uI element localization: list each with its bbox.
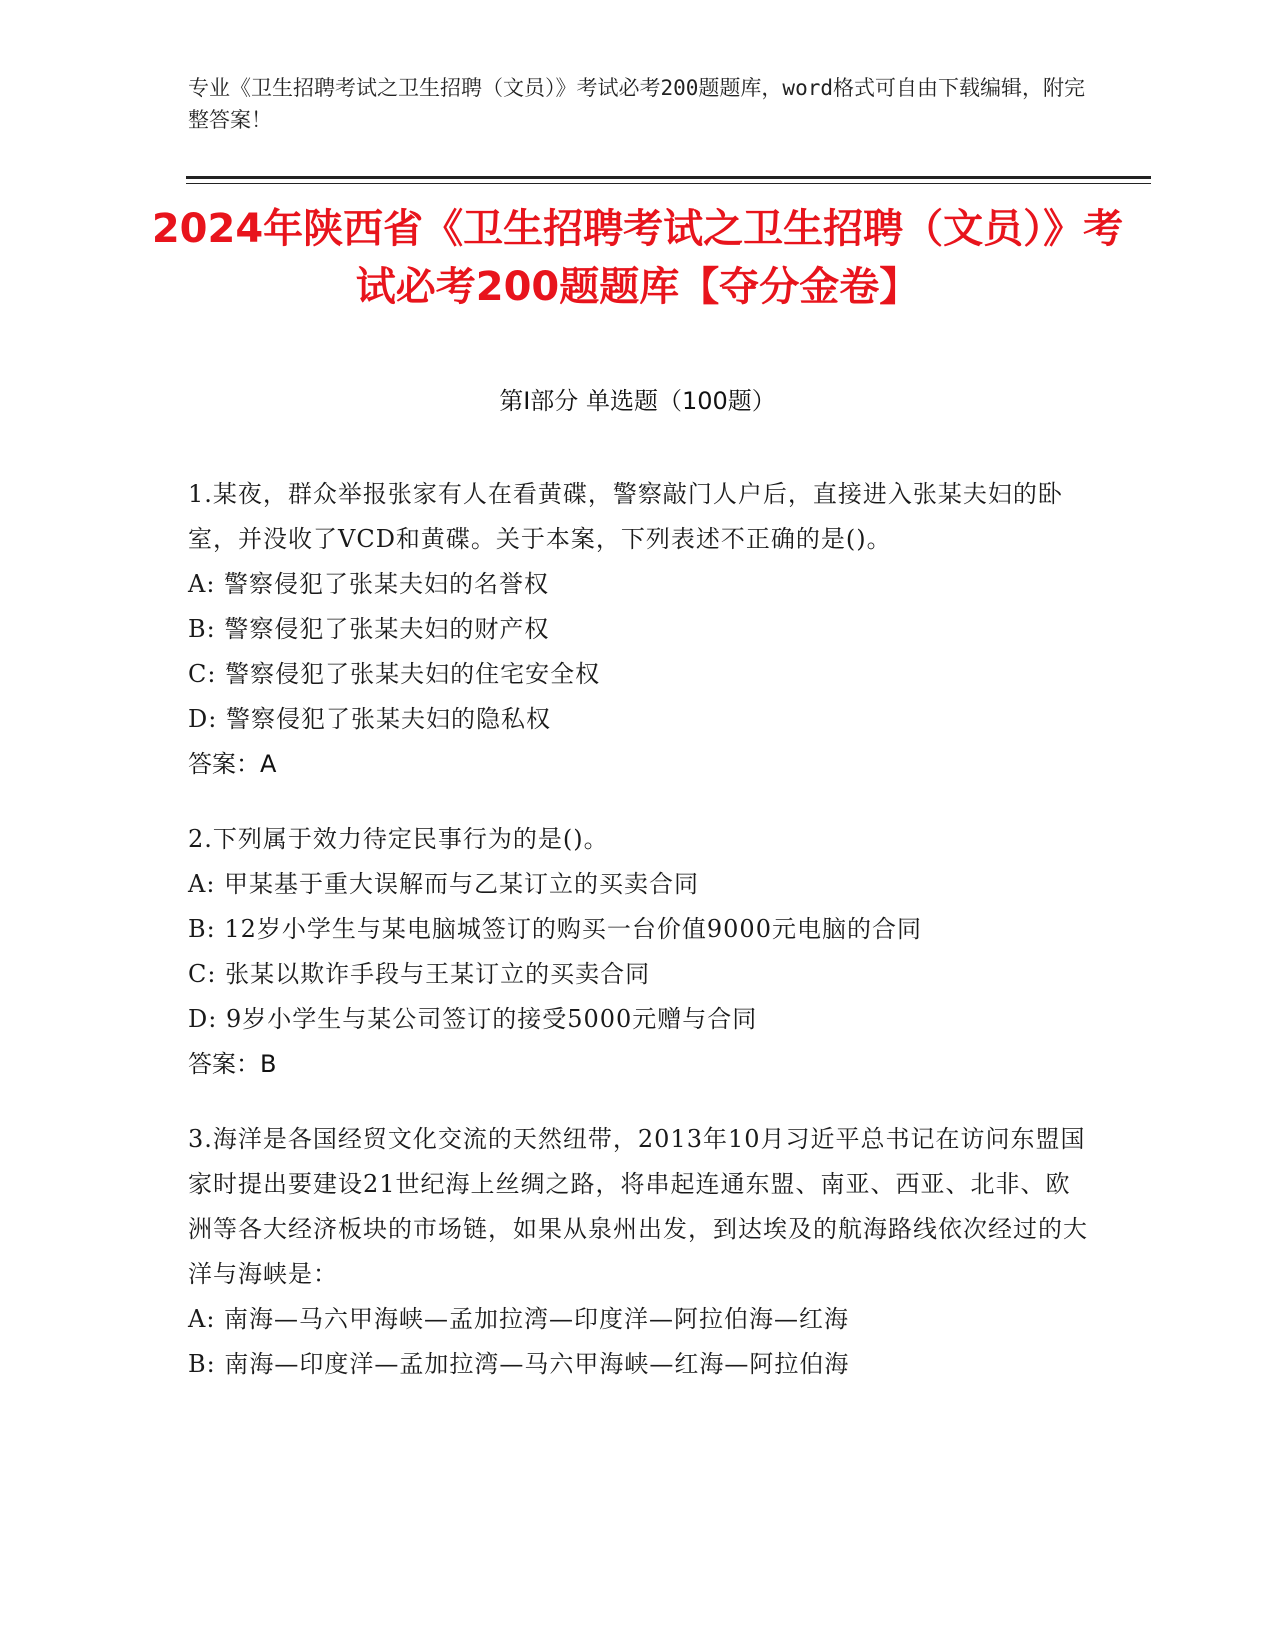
answer: 答案：A — [188, 750, 277, 778]
question-stem: 1.某夜，群众举报张家有人在看黄碟，警察敲门人户后，直接进入张某夫妇的卧室，并没收了VCD和黄碟。关于本案，下列表述不正确的是()。 — [188, 480, 1063, 553]
option-a: A: 甲某基于重大误解而与乙某订立的买卖合同 — [188, 870, 700, 898]
answer: 答案：B — [188, 1050, 277, 1078]
question-list — [188, 472, 1088, 1417]
header-rule-thick — [186, 176, 1151, 179]
option-d: D: 警察侵犯了张某夫妇的隐私权 — [188, 705, 551, 733]
section-title: 第Ⅰ部分 单选题（100题） — [499, 387, 776, 415]
document-title: 2024年陕西省《卫生招聘考试之卫生招聘（文员）》考试必考200题题库【夺分金卷】 — [151, 206, 1124, 310]
question-3 — [188, 1117, 1088, 1387]
option-b: B: 12岁小学生与某电脑城签订的购买一台价值9000元电脑的合同 — [188, 915, 922, 943]
question-stem: 3.海洋是各国经贸文化交流的天然纽带，2013年10月习近平总书记在访问东盟国家时提出要建设21世纪海上丝绸之路，将串起连通东盟、南亚、西亚、北非、欧洲等各大经济板块的市场链，如果从泉州出发，到达埃及的航海路线依次经过的大洋与海峡是： — [188, 1125, 1088, 1288]
header-note: 专业《卫生招聘考试之卫生招聘（文员）》考试必考200题题库，word格式可自由下载编辑，附完整答案！ — [188, 76, 1085, 132]
question-2 — [188, 817, 1088, 1087]
option-b: B: 南海—印度洋—孟加拉湾—马六甲海峡—红海—阿拉伯海 — [188, 1350, 850, 1378]
option-a: A: 警察侵犯了张某夫妇的名誉权 — [188, 570, 550, 598]
option-c: C: 警察侵犯了张某夫妇的住宅安全权 — [188, 660, 601, 688]
option-a: A: 南海—马六甲海峡—孟加拉湾—印度洋—阿拉伯海—红海 — [188, 1305, 850, 1333]
option-b: B: 警察侵犯了张某夫妇的财产权 — [188, 615, 550, 643]
option-d: D: 9岁小学生与某公司签订的接受5000元赠与合同 — [188, 1005, 758, 1033]
question-stem: 2.下列属于效力待定民事行为的是()。 — [188, 825, 609, 853]
question-1 — [188, 472, 1088, 787]
option-c: C: 张某以欺诈手段与王某订立的买卖合同 — [188, 960, 651, 988]
header-rule-thin — [186, 183, 1151, 184]
